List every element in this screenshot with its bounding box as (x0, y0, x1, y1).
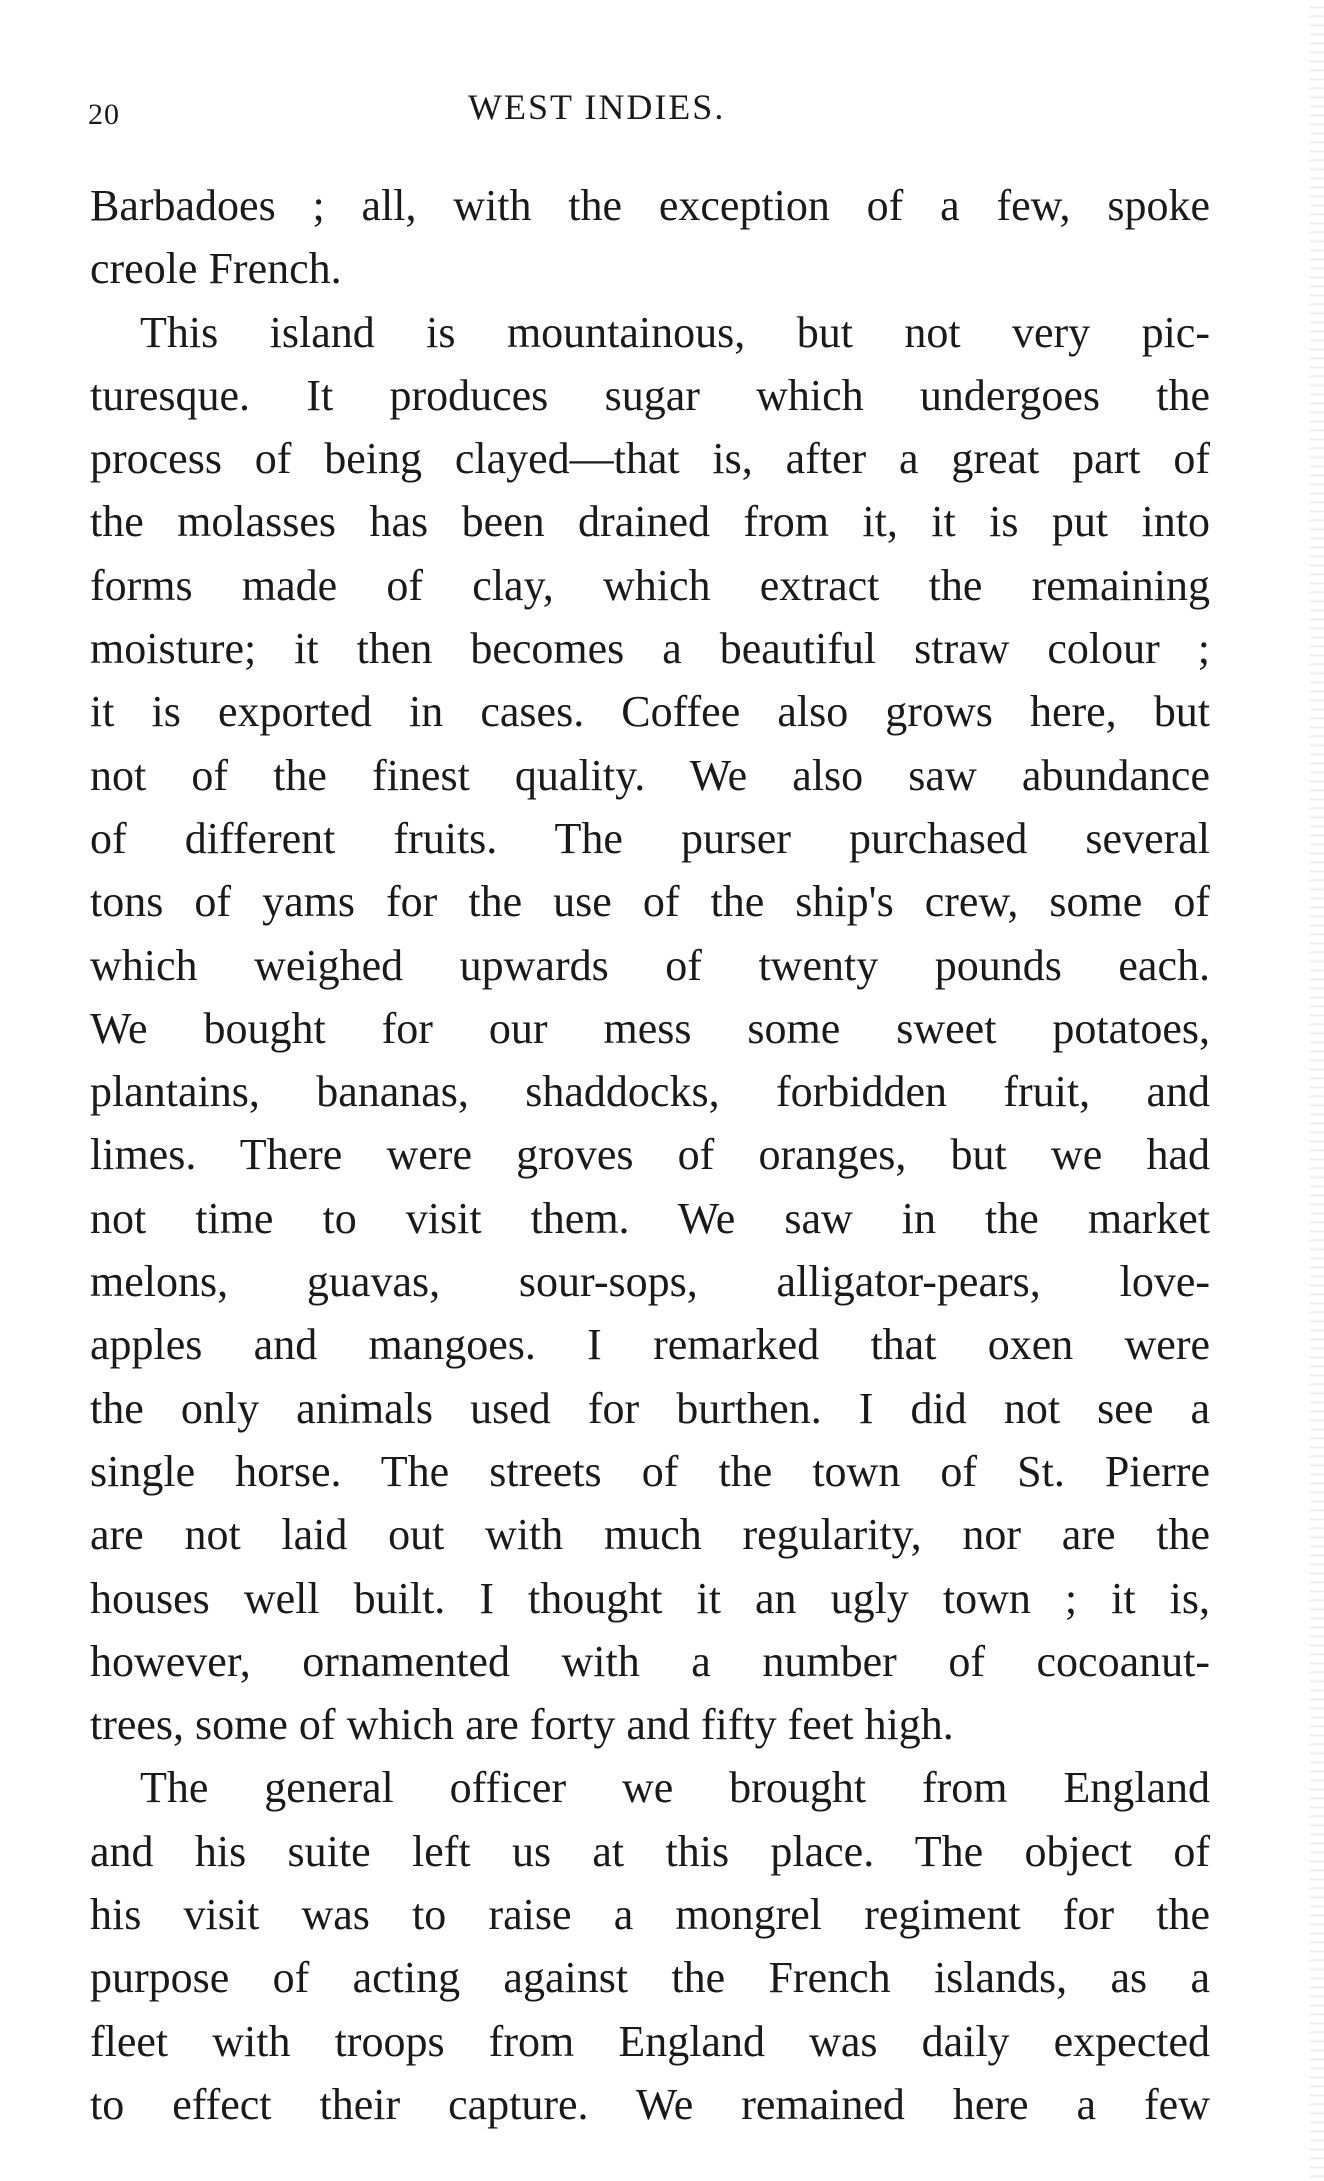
text-line: not of the finest quality. We also saw abundance (90, 750, 1210, 800)
text-line: are not laid out with much regularity, nor are the (90, 1510, 1210, 1560)
text-line: of different fruits. The purser purchased several (90, 813, 1210, 863)
text-line: moisture; it then becomes a beautiful straw colour ; (90, 624, 1210, 674)
text-line: This island is mountainous, but not very pic- (140, 307, 1210, 357)
running-title: WEST INDIES. (468, 87, 726, 127)
text-line: the molasses has been drained from it, it is put into (90, 497, 1210, 547)
text-line: trees, some of which are forty and fifty feet high. (90, 1700, 954, 1750)
text-line: single horse. The streets of the town of St. Pierre (90, 1446, 1210, 1496)
text-line: turesque. It produces sugar which undergoes the (90, 370, 1210, 420)
text-line: We bought for our mess some sweet potatoes, (90, 1003, 1210, 1053)
page-number: 20 (88, 98, 120, 131)
text-line: however, ornamented with a number of cocoanut- (90, 1636, 1210, 1686)
text-line: tons of yams for the use of the ship's crew, some of (90, 877, 1210, 927)
text-line: melons, guavas, sour-sops, alligator-pears, love- (90, 1257, 1210, 1307)
text-line: to effect their capture. We remained here a few (90, 2079, 1210, 2129)
paragraph-1 (90, 174, 1210, 301)
text-line: houses well built. I thought it an ugly town ; it is, (90, 1573, 1210, 1623)
text-line: which weighed upwards of twenty pounds each. (90, 940, 1210, 990)
text-line: apples and mangoes. I remarked that oxen were (90, 1320, 1210, 1370)
text-line: plantains, bananas, shaddocks, forbidden fruit, and (90, 1067, 1210, 1117)
text-line: limes. There were groves of oranges, but we had (90, 1130, 1210, 1180)
text-line: process of being clayed—that is, after a great part of (90, 434, 1210, 484)
text-line: fleet with troops from England was daily expected (90, 2016, 1210, 2066)
running-head (88, 86, 1208, 136)
paragraph-2 (90, 301, 1210, 1757)
paragraph-3 (90, 1756, 1210, 2136)
text-line: the only animals used for burthen. I did not see a (90, 1383, 1210, 1433)
text-line: not time to visit them. We saw in the market (90, 1193, 1210, 1243)
text-line: Barbadoes ; all, with the exception of a few, spoke (90, 181, 1210, 230)
text-line: purpose of acting against the French islands, as a (90, 1953, 1210, 2003)
page-edge-shadow (1310, 0, 1324, 2181)
text-line: his visit was to raise a mongrel regiment for the (90, 1890, 1210, 1940)
text-line: creole French. (90, 244, 342, 294)
text-line: The general officer we brought from England (140, 1763, 1210, 1813)
text-line: it is exported in cases. Coffee also grows here, but (90, 687, 1210, 737)
text-line: forms made of clay, which extract the remaining (90, 560, 1210, 610)
body-text (90, 174, 1210, 2136)
text-line: and his suite left us at this place. The object of (90, 1826, 1210, 1876)
